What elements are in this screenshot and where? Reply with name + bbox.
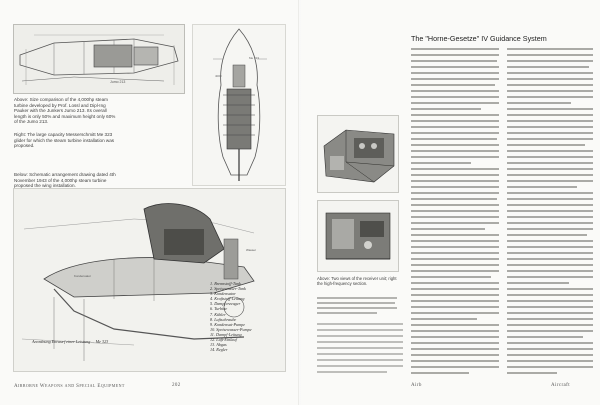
legend-item: 2. Speisewasser-Tank [210,286,246,292]
receiver-photo-bottom [317,200,399,272]
legend-item: 1. Brennstoff-Tank [210,281,241,286]
caption-lower: Below: Schematic arrangement drawing dated 4th November 1943 of the 4,000hp steam turbine proposed the wing installation. [14,172,116,189]
legend-item: 7. Kühler [210,311,226,317]
legend-item: 5. Dampferzeuger [210,301,241,307]
body-column-2 [507,46,593,376]
svg-text:Me 323: Me 323 [249,56,260,60]
vertical-turbine-drawing [192,24,286,186]
footer-running-title: Airborne Weapons and Special Equipment [14,384,125,389]
footer-right-label: Aircraft [551,383,571,388]
legend-item: 4. Kraftstoff-Leitung [210,296,245,302]
body-column-1 [411,46,499,376]
page-number: 202 [172,383,181,388]
legend-item: 12. Luft-Einlauf [210,337,237,343]
svg-text:Wasser: Wasser [246,248,257,252]
legend-item: 10. Speisewasser-Pumpe [210,326,252,332]
receiver-photo-top [317,115,399,193]
legend-item: 11. Dampf-Leitung [210,331,242,337]
drawing-title: Anordnung Entwurf einer Leistung ... Me 323 [32,339,109,344]
legend-item: 14. Regler [210,347,228,353]
turbine-size-comparison-drawing [13,24,185,94]
right-page [301,0,600,405]
legend-item: 3. Kondensator [210,291,236,297]
caption-right: Right: The large capacity Messerschmitt Me 323 glider for which the steam turbine installation was proposed. [14,132,115,149]
wing-installation-schematic [13,188,286,372]
photo-caption: Above: Two views of the receiver unit; right the high-frequency section. [317,276,397,286]
svg-text:Jumo 213: Jumo 213 [110,80,126,84]
legend-item: 8. Luftschraube [210,316,237,322]
article-title: The "Horne-Gesetze" IV Guidance System [411,34,547,43]
svg-text:Kondensator: Kondensator [74,274,92,278]
svg-text:4000: 4000 [215,74,222,78]
footer-running-title-right: Airb [411,383,422,388]
caption-top: Above: Size comparison of the 4,000hp steam turbine developed by Prof. Lossl and Dipl-Ing Pauker with the Junkers Jumo 213. Its overall length is only 50% and maximum height only 60% of the Jumo 213. [14,97,116,125]
legend-item: 13. Abgas [210,342,227,348]
left-page [0,0,299,405]
body-column-lower-left [317,298,403,376]
legend-item: 6. Turbine [210,306,228,312]
legend-item: 9. Kondensat-Pumpe [210,321,246,327]
schematic-legend [210,281,282,352]
